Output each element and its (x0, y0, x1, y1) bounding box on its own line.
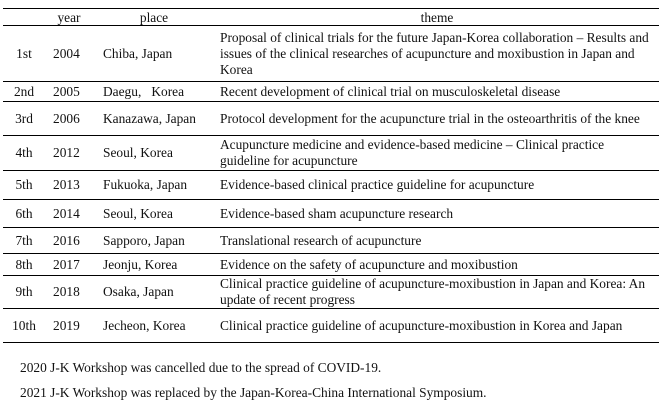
row-index: 6th (15, 205, 33, 221)
table-row (3, 136, 659, 171)
row-theme: Recent development of clinical trial on musculoskeletal disease (220, 83, 561, 99)
row-place: Sapporo, Japan (103, 232, 185, 248)
row-place: Kanazawa, Japan (103, 110, 196, 126)
footnote-replaced: 2021 J-K Workshop was replaced by the Japan-Korea-China International Symposium. (20, 385, 487, 400)
row-index: 3rd (15, 110, 33, 126)
table-row (3, 309, 659, 343)
row-place: Seoul, Korea (103, 145, 173, 160)
workshop-table (3, 8, 659, 343)
row-index: 10th (12, 317, 36, 333)
header-year: year (57, 9, 81, 25)
table-row (3, 228, 659, 254)
row-place: Chiba, Japan (103, 45, 173, 61)
row-place: Jeonju, Korea (103, 256, 178, 272)
row-year: 2016 (53, 232, 80, 248)
table-row (3, 171, 659, 200)
row-place: Jecheon, Korea (103, 317, 186, 333)
header-row (3, 9, 659, 26)
table-row (3, 26, 659, 82)
row-theme: Acupuncture medicine and evidence-based medicine – Clinical practice guideline for acupuncture (220, 137, 605, 168)
row-year: 2006 (53, 110, 80, 126)
table-row (3, 200, 659, 228)
row-year: 2017 (53, 256, 80, 272)
row-year: 2013 (53, 177, 80, 192)
header-theme: theme (420, 9, 454, 25)
row-year: 2014 (53, 205, 80, 221)
table-row (3, 82, 659, 102)
row-year: 2018 (53, 284, 80, 299)
footnote-cancelled: 2020 J-K Workshop was cancelled due to the spread of COVID-19. (20, 360, 382, 375)
table-row (3, 102, 659, 136)
row-year: 2019 (53, 317, 80, 333)
row-theme: Translational research of acupuncture (220, 232, 422, 248)
row-theme: Protocol development for the acupuncture trial in the osteoarthritis of the knee (220, 110, 640, 126)
row-index: 8th (15, 256, 33, 272)
row-index: 4th (15, 145, 33, 160)
row-year: 2012 (53, 145, 80, 160)
row-place: Fukuoka, Japan (103, 177, 188, 192)
row-index: 5th (15, 177, 33, 192)
table-row (3, 254, 659, 276)
table-row (3, 276, 659, 309)
row-index: 9th (15, 284, 33, 299)
row-index: 1st (16, 45, 32, 61)
row-place: Osaka, Japan (103, 284, 174, 299)
row-index: 2nd (13, 83, 35, 99)
row-index: 7th (15, 232, 33, 248)
row-theme: Evidence on the safety of acupuncture and moxibustion (220, 256, 518, 272)
row-theme: Evidence-based sham acupuncture research (220, 205, 454, 221)
row-theme: Proposal of clinical trials for the future Japan-Korea collaboration – Results and issues of the clinical researches of acupuncture and moxibustion in Japan and Korea (220, 29, 649, 77)
header-place: place (139, 9, 169, 25)
row-place: Seoul, Korea (103, 205, 173, 221)
row-year: 2005 (53, 83, 80, 99)
row-theme: Evidence-based clinical practice guideline for acupuncture (220, 177, 535, 192)
table-header (3, 9, 659, 26)
table-body (3, 26, 659, 343)
header-index (3, 9, 45, 26)
row-year: 2004 (53, 45, 80, 61)
row-place: Daegu, Korea (103, 83, 185, 99)
row-theme: Clinical practice guideline of acupuncture-moxibustion in Japan and Korea: An update of recent progress (220, 276, 646, 307)
row-theme: Clinical practice guideline of acupuncture-moxibustion in Korea and Japan (220, 317, 623, 333)
